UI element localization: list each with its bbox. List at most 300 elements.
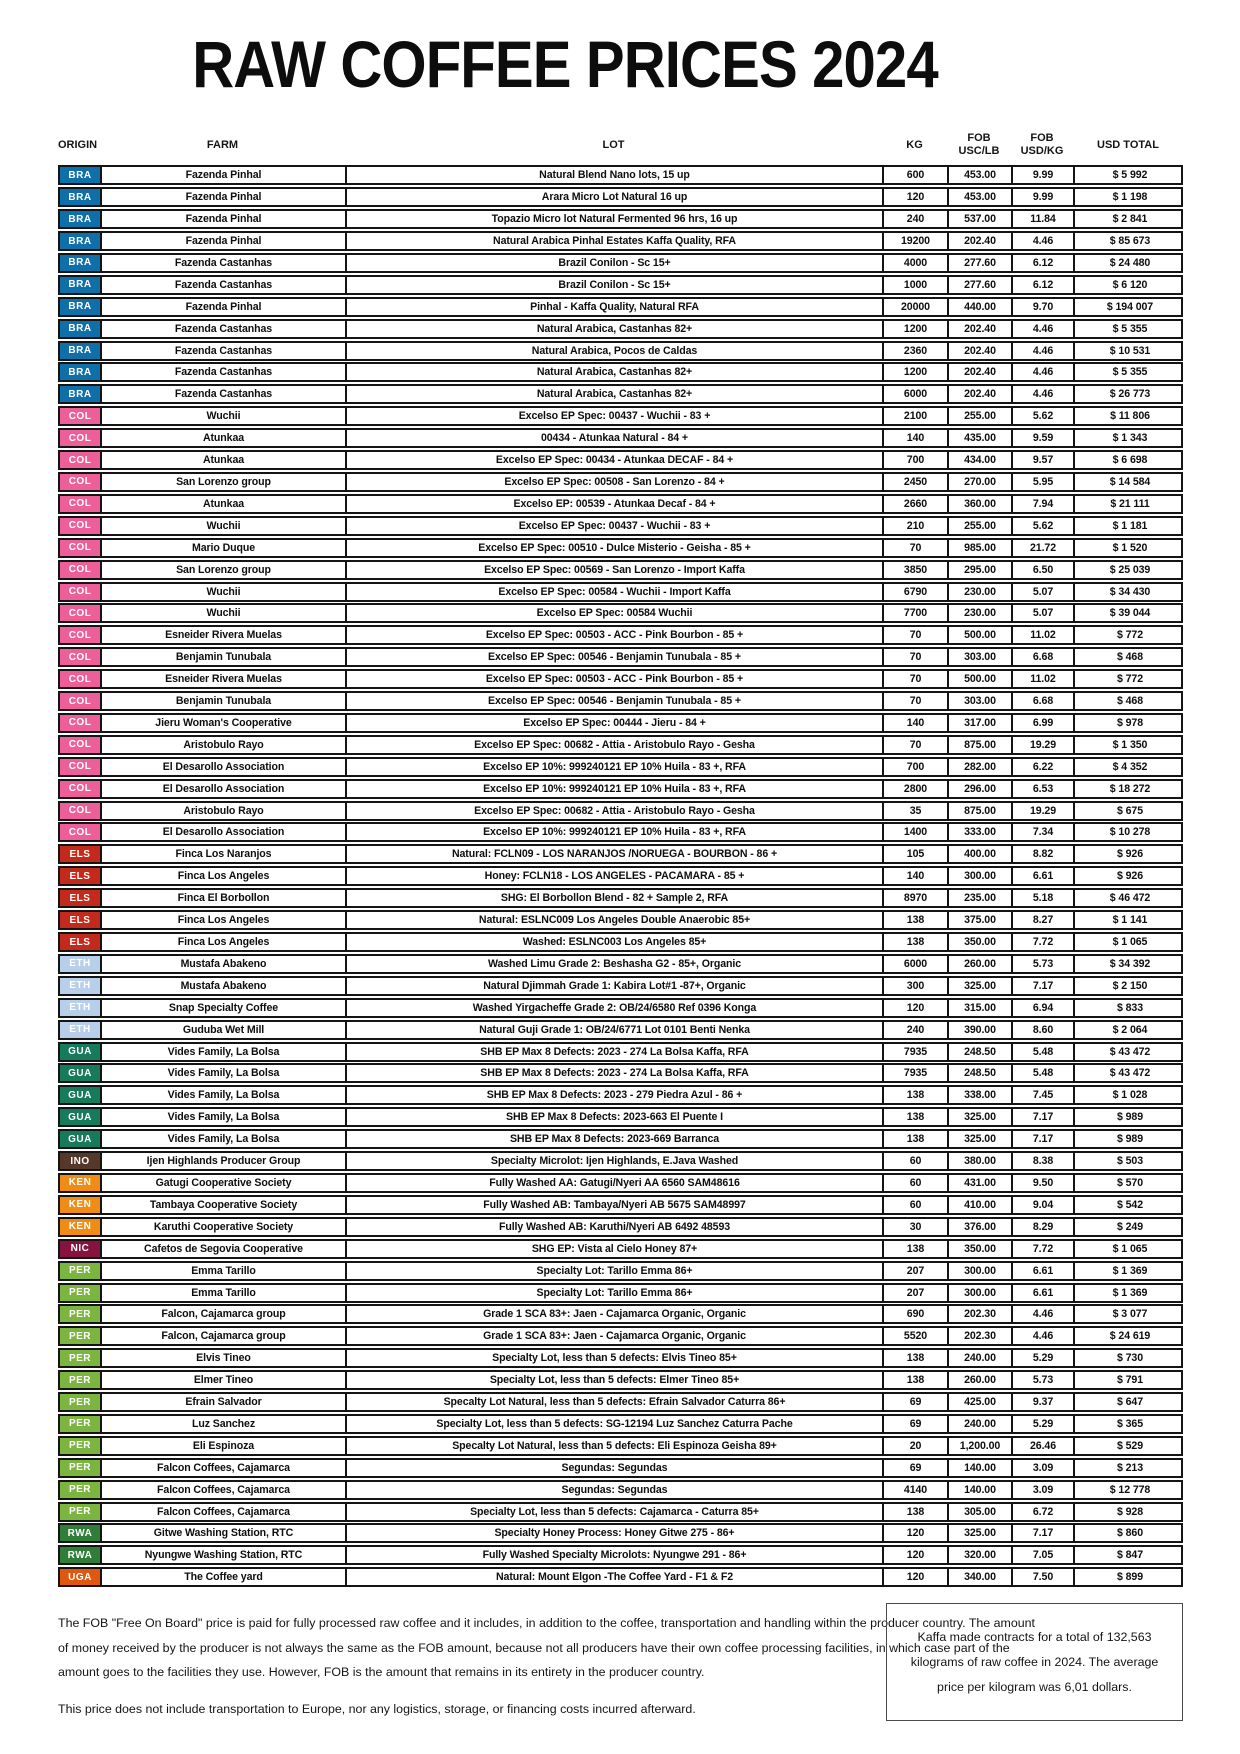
usd-total-cell: $ 85 673 xyxy=(1109,235,1151,248)
origin-badge: ETH xyxy=(60,1000,102,1016)
fob-usclb-cell: 500.00 xyxy=(949,671,1013,687)
origin-badge: COL xyxy=(60,803,102,819)
kg-cell: 70 xyxy=(884,671,949,687)
kg-cell: 210 xyxy=(884,518,949,534)
fob-usdkg-cell: 7.45 xyxy=(1013,1087,1075,1103)
lot-cell: Specalty Lot Natural, less than 5 defects: Efrain Salvador Caturra 86+ xyxy=(347,1394,884,1410)
usd-total-cell: $ 26 773 xyxy=(1109,388,1151,401)
lot-cell: Excelso EP Spec: 00510 - Dulce Misterio - Geisha - 85 + xyxy=(347,540,884,556)
fob-usclb-cell: 202.40 xyxy=(949,386,1013,402)
table-row xyxy=(58,297,1183,317)
lot-cell: Specialty Lot, less than 5 defects: Elmer Tineo 85+ xyxy=(347,1372,884,1388)
table-row xyxy=(58,275,1183,295)
fob-usdkg-cell: 8.38 xyxy=(1013,1153,1075,1169)
farm-cell: Fazenda Pinhal xyxy=(102,299,347,315)
fob-usdkg-cell: 6.12 xyxy=(1013,255,1075,271)
origin-badge: GUA xyxy=(60,1087,102,1103)
kg-cell: 240 xyxy=(884,211,949,227)
fob-usdkg-cell: 11.02 xyxy=(1013,671,1075,687)
lot-cell: Natural Arabica, Pocos de Caldas xyxy=(347,343,884,359)
fob-usclb-cell: 300.00 xyxy=(949,868,1013,884)
farm-cell: Atunkaa xyxy=(102,452,347,468)
fob-usdkg-cell: 4.46 xyxy=(1013,1328,1075,1344)
usd-total-cell: $ 1 065 xyxy=(1112,936,1148,949)
lot-cell: Washed: ESLNC003 Los Angeles 85+ xyxy=(347,934,884,950)
table-row xyxy=(58,1129,1183,1149)
usd-total-cell: $ 2 841 xyxy=(1112,213,1148,226)
fob-usclb-cell: 350.00 xyxy=(949,934,1013,950)
table-row xyxy=(58,428,1183,448)
farm-cell: Jieru Woman's Cooperative xyxy=(102,715,347,731)
table-row xyxy=(58,888,1183,908)
table-row xyxy=(58,450,1183,470)
fob-usdkg-cell: 4.46 xyxy=(1013,321,1075,337)
fob-usclb-cell: 985.00 xyxy=(949,540,1013,556)
table-row xyxy=(58,231,1183,251)
farm-cell: Vides Family, La Bolsa xyxy=(102,1109,347,1125)
kg-cell: 1000 xyxy=(884,277,949,293)
fob-usdkg-cell: 6.61 xyxy=(1013,1263,1075,1279)
farm-cell: Guduba Wet Mill xyxy=(102,1022,347,1038)
usd-total-cell: $ 3 077 xyxy=(1112,1308,1148,1321)
farm-cell: Efrain Salvador xyxy=(102,1394,347,1410)
fob-usclb-cell: 202.40 xyxy=(949,321,1013,337)
table-row xyxy=(58,1567,1183,1587)
kg-cell: 20000 xyxy=(884,299,949,315)
usd-total-cell: $ 11 806 xyxy=(1110,410,1150,423)
usd-total-cell: $ 978 xyxy=(1116,716,1143,729)
usd-total-cell: $ 1 141 xyxy=(1112,914,1148,927)
kg-cell: 2800 xyxy=(884,781,949,797)
fob-usdkg-cell: 6.50 xyxy=(1013,562,1075,578)
farm-cell: Fazenda Castanhas xyxy=(102,277,347,293)
fob-usclb-cell: 338.00 xyxy=(949,1087,1013,1103)
fob-usclb-cell: 425.00 xyxy=(949,1394,1013,1410)
fob-usdkg-cell: 21.72 xyxy=(1013,540,1075,556)
lot-cell: Excelso EP Spec: 00584 Wuchii xyxy=(347,605,884,621)
table-row xyxy=(58,1107,1183,1127)
farm-cell: Benjamin Tunubala xyxy=(102,693,347,709)
fob-usclb-cell: 410.00 xyxy=(949,1197,1013,1213)
lot-cell: Fully Washed AB: Tambaya/Nyeri AB 5675 SAM48997 xyxy=(347,1197,884,1213)
farm-cell: Atunkaa xyxy=(102,496,347,512)
fob-usclb-cell: 303.00 xyxy=(949,693,1013,709)
origin-badge: BRA xyxy=(60,386,102,402)
origin-badge: COL xyxy=(60,518,102,534)
kg-cell: 2660 xyxy=(884,496,949,512)
origin-badge: COL xyxy=(60,649,102,665)
usd-total-cell: $ 529 xyxy=(1116,1439,1143,1452)
kg-cell: 6000 xyxy=(884,956,949,972)
origin-badge: COL xyxy=(60,584,102,600)
fob-usdkg-cell: 9.50 xyxy=(1013,1175,1075,1191)
table-row xyxy=(58,187,1183,207)
usd-total-cell: $ 791 xyxy=(1116,1374,1143,1387)
lot-cell: Fully Washed AA: Gatugi/Nyeri AA 6560 SAM48616 xyxy=(347,1175,884,1191)
column-header-usd-total: USD TOTAL xyxy=(1097,138,1159,151)
fob-usdkg-cell: 7.34 xyxy=(1013,824,1075,840)
usd-total-cell: $ 12 778 xyxy=(1109,1483,1151,1496)
table-row xyxy=(58,932,1183,952)
origin-badge: ELS xyxy=(60,846,102,862)
usd-total-cell: $ 18 272 xyxy=(1109,782,1151,795)
origin-badge: KEN xyxy=(60,1219,102,1235)
fob-usclb-cell: 325.00 xyxy=(949,978,1013,994)
fob-usdkg-cell: 4.46 xyxy=(1013,233,1075,249)
fob-usclb-cell: 277.60 xyxy=(949,255,1013,271)
table-row xyxy=(58,1217,1183,1237)
fob-usclb-cell: 202.40 xyxy=(949,343,1013,359)
usd-total-cell: $ 5 355 xyxy=(1112,322,1148,335)
farm-cell: Cafetos de Segovia Cooperative xyxy=(102,1241,347,1257)
usd-total-cell: $ 39 044 xyxy=(1109,607,1151,620)
fob-usclb-cell: 240.00 xyxy=(949,1350,1013,1366)
table-row xyxy=(58,1436,1183,1456)
farm-cell: Vides Family, La Bolsa xyxy=(102,1065,347,1081)
farm-cell: Fazenda Castanhas xyxy=(102,321,347,337)
origin-badge: ETH xyxy=(60,956,102,972)
fob-usdkg-cell: 8.29 xyxy=(1013,1219,1075,1235)
farm-cell: El Desarollo Association xyxy=(102,781,347,797)
kg-cell: 60 xyxy=(884,1197,949,1213)
fob-usclb-cell: 270.00 xyxy=(949,474,1013,490)
usd-total-cell: $ 5 355 xyxy=(1112,366,1148,379)
usd-total-cell: $ 34 430 xyxy=(1109,585,1151,598)
lot-cell: Specialty Lot, less than 5 defects: Cajamarca - Caturra 85+ xyxy=(347,1504,884,1520)
price-table-body xyxy=(58,165,1183,1587)
table-row xyxy=(58,1326,1183,1346)
lot-cell: Grade 1 SCA 83+: Jaen - Cajamarca Organic, Organic xyxy=(347,1306,884,1322)
usd-total-cell: $ 468 xyxy=(1116,651,1143,664)
fob-usdkg-cell: 6.99 xyxy=(1013,715,1075,731)
lot-cell: Natural Guji Grade 1: OB/24/6771 Lot 0101 Benti Nenka xyxy=(347,1022,884,1038)
farm-cell: Snap Specialty Coffee xyxy=(102,1000,347,1016)
farm-cell: Wuchii xyxy=(102,584,347,600)
table-row xyxy=(58,1151,1183,1171)
origin-badge: PER xyxy=(60,1306,102,1322)
usd-total-cell: $ 647 xyxy=(1116,1396,1143,1409)
table-row xyxy=(58,866,1183,886)
usd-total-cell: $ 1 369 xyxy=(1112,1264,1148,1277)
table-row xyxy=(58,1370,1183,1390)
fob-usdkg-cell: 6.12 xyxy=(1013,277,1075,293)
lot-cell: Excelso EP 10%: 999240121 EP 10% Huila - 83 +, RFA xyxy=(347,759,884,775)
fob-usclb-cell: 140.00 xyxy=(949,1482,1013,1498)
fob-usclb-cell: 453.00 xyxy=(949,189,1013,205)
fob-usclb-cell: 431.00 xyxy=(949,1175,1013,1191)
table-row xyxy=(58,1195,1183,1215)
table-row xyxy=(58,976,1183,996)
fob-usclb-cell: 875.00 xyxy=(949,803,1013,819)
kg-cell: 1200 xyxy=(884,321,949,337)
fob-usclb-cell: 296.00 xyxy=(949,781,1013,797)
fob-usdkg-cell: 9.37 xyxy=(1013,1394,1075,1410)
lot-cell: Topazio Micro lot Natural Fermented 96 hrs, 16 up xyxy=(347,211,884,227)
usd-total-cell: $ 503 xyxy=(1116,1155,1143,1168)
usd-total-cell: $ 21 111 xyxy=(1110,497,1150,510)
origin-badge: PER xyxy=(60,1328,102,1344)
usd-total-cell: $ 365 xyxy=(1116,1417,1143,1430)
fob-usdkg-cell: 6.72 xyxy=(1013,1504,1075,1520)
table-row xyxy=(58,406,1183,426)
fob-usdkg-cell: 5.48 xyxy=(1013,1044,1075,1060)
usd-total-cell: $ 25 039 xyxy=(1109,563,1151,576)
farm-cell: Finca Los Angeles xyxy=(102,868,347,884)
lot-cell: Excelso EP Spec: 00434 - Atunkaa DECAF - 84 + xyxy=(347,452,884,468)
farm-cell: Atunkaa xyxy=(102,430,347,446)
fob-usdkg-cell: 5.62 xyxy=(1013,408,1075,424)
table-row xyxy=(58,582,1183,602)
origin-badge: ETH xyxy=(60,1022,102,1038)
fob-usclb-cell: 360.00 xyxy=(949,496,1013,512)
farm-cell: Gatugi Cooperative Society xyxy=(102,1175,347,1191)
table-row xyxy=(58,472,1183,492)
farm-cell: El Desarollo Association xyxy=(102,824,347,840)
origin-badge: COL xyxy=(60,408,102,424)
fob-usclb-cell: 248.50 xyxy=(949,1065,1013,1081)
fob-usdkg-cell: 6.53 xyxy=(1013,781,1075,797)
origin-badge: COL xyxy=(60,715,102,731)
lot-cell: Specialty Lot, less than 5 defects: SG-12194 Luz Sanchez Caturra Pache xyxy=(347,1416,884,1432)
kg-cell: 8970 xyxy=(884,890,949,906)
usd-total-cell: $ 10 531 xyxy=(1109,344,1151,357)
origin-badge: GUA xyxy=(60,1044,102,1060)
fob-usclb-cell: 202.40 xyxy=(949,364,1013,380)
fob-usclb-cell: 453.00 xyxy=(949,167,1013,183)
fob-usclb-cell: 390.00 xyxy=(949,1022,1013,1038)
fob-usdkg-cell: 7.50 xyxy=(1013,1569,1075,1585)
kg-cell: 20 xyxy=(884,1438,949,1454)
fob-usclb-cell: 320.00 xyxy=(949,1547,1013,1563)
usd-total-cell: $ 14 584 xyxy=(1109,475,1151,488)
farm-cell: Aristobulo Rayo xyxy=(102,737,347,753)
lot-cell: Excelso EP: 00539 - Atunkaa Decaf - 84 + xyxy=(347,496,884,512)
kg-cell: 600 xyxy=(884,167,949,183)
usd-total-cell: $ 1 065 xyxy=(1112,1242,1148,1255)
fob-usdkg-cell: 6.22 xyxy=(1013,759,1075,775)
fob-usdkg-cell: 6.61 xyxy=(1013,868,1075,884)
lot-cell: Specalty Lot Natural, less than 5 defects: Eli Espinoza Geisha 89+ xyxy=(347,1438,884,1454)
origin-badge: UGA xyxy=(60,1569,102,1585)
column-header-fob-usdkg: FOB USD/KG xyxy=(1020,132,1064,158)
usd-total-cell: $ 730 xyxy=(1116,1352,1143,1365)
farm-cell: Falcon Coffees, Cajamarca xyxy=(102,1482,347,1498)
lot-cell: Specialty Lot: Tarillo Emma 86+ xyxy=(347,1263,884,1279)
lot-cell: Natural Arabica, Castanhas 82+ xyxy=(347,386,884,402)
lot-cell: Excelso EP Spec: 00569 - San Lorenzo - Import Kaffa xyxy=(347,562,884,578)
lot-cell: Washed Limu Grade 2: Beshasha G2 - 85+, Organic xyxy=(347,956,884,972)
table-header-row xyxy=(58,125,1183,165)
lot-cell: Specialty Lot: Tarillo Emma 86+ xyxy=(347,1285,884,1301)
kg-cell: 138 xyxy=(884,1131,949,1147)
lot-cell: Brazil Conilon - Sc 15+ xyxy=(347,255,884,271)
lot-cell: Excelso EP Spec: 00437 - Wuchii - 83 + xyxy=(347,518,884,534)
fob-usclb-cell: 400.00 xyxy=(949,846,1013,862)
usd-total-cell: $ 772 xyxy=(1116,629,1143,642)
origin-badge: ELS xyxy=(60,912,102,928)
fob-usdkg-cell: 9.04 xyxy=(1013,1197,1075,1213)
farm-cell: Tambaya Cooperative Society xyxy=(102,1197,347,1213)
kg-cell: 105 xyxy=(884,846,949,862)
table-row xyxy=(58,844,1183,864)
farm-cell: Gitwe Washing Station, RTC xyxy=(102,1525,347,1541)
kg-cell: 2450 xyxy=(884,474,949,490)
fob-usdkg-cell: 6.61 xyxy=(1013,1285,1075,1301)
table-row xyxy=(58,494,1183,514)
lot-cell: Arara Micro Lot Natural 16 up xyxy=(347,189,884,205)
lot-cell: Fully Washed Specialty Microlots: Nyungwe 291 - 86+ xyxy=(347,1547,884,1563)
fob-usclb-cell: 230.00 xyxy=(949,605,1013,621)
lot-cell: Grade 1 SCA 83+: Jaen - Cajamarca Organic, Organic xyxy=(347,1328,884,1344)
usd-total-cell: $ 24 619 xyxy=(1109,1330,1151,1343)
fob-usclb-cell: 303.00 xyxy=(949,649,1013,665)
farm-cell: Elvis Tineo xyxy=(102,1350,347,1366)
origin-badge: BRA xyxy=(60,189,102,205)
fob-usdkg-cell: 7.17 xyxy=(1013,1525,1075,1541)
fob-usclb-cell: 202.30 xyxy=(949,1306,1013,1322)
origin-badge: PER xyxy=(60,1372,102,1388)
origin-badge: NIC xyxy=(60,1241,102,1257)
table-row xyxy=(58,1085,1183,1105)
table-row xyxy=(58,516,1183,536)
origin-badge: PER xyxy=(60,1460,102,1476)
lot-cell: Excelso EP Spec: 00503 - ACC - Pink Bourbon - 85 + xyxy=(347,671,884,687)
origin-badge: PER xyxy=(60,1504,102,1520)
fob-usdkg-cell: 8.60 xyxy=(1013,1022,1075,1038)
table-row xyxy=(58,822,1183,842)
origin-badge: RWA xyxy=(60,1525,102,1541)
usd-total-cell: $ 989 xyxy=(1116,1111,1143,1124)
lot-cell: Natural: ESLNC009 Los Angeles Double Anaerobic 85+ xyxy=(347,912,884,928)
lot-cell: 00434 - Atunkaa Natural - 84 + xyxy=(347,430,884,446)
origin-badge: GUA xyxy=(60,1109,102,1125)
fob-usclb-cell: 305.00 xyxy=(949,1504,1013,1520)
fob-usdkg-cell: 3.09 xyxy=(1013,1460,1075,1476)
fob-usclb-cell: 255.00 xyxy=(949,408,1013,424)
table-row xyxy=(58,538,1183,558)
usd-total-cell: $ 10 278 xyxy=(1109,826,1151,839)
farm-cell: Fazenda Pinhal xyxy=(102,211,347,227)
origin-badge: BRA xyxy=(60,233,102,249)
usd-total-cell: $ 570 xyxy=(1116,1176,1143,1189)
kg-cell: 4000 xyxy=(884,255,949,271)
usd-total-cell: $ 675 xyxy=(1116,804,1143,817)
fob-usclb-cell: 333.00 xyxy=(949,824,1013,840)
fob-usclb-cell: 315.00 xyxy=(949,1000,1013,1016)
kg-cell: 2360 xyxy=(884,343,949,359)
price-table xyxy=(0,125,1240,1587)
table-row xyxy=(58,1523,1183,1543)
kg-cell: 120 xyxy=(884,1000,949,1016)
fob-usclb-cell: 255.00 xyxy=(949,518,1013,534)
origin-badge: PER xyxy=(60,1438,102,1454)
lot-cell: SHB EP Max 8 Defects: 2023 - 274 La Bolsa Kaffa, RFA xyxy=(347,1065,884,1081)
table-row xyxy=(58,1414,1183,1434)
usd-total-cell: $ 194 007 xyxy=(1106,300,1154,313)
kg-cell: 7935 xyxy=(884,1065,949,1081)
table-row xyxy=(58,253,1183,273)
lot-cell: Excelso EP Spec: 00508 - San Lorenzo - 84 + xyxy=(347,474,884,490)
usd-total-cell: $ 43 472 xyxy=(1109,1067,1151,1080)
kg-cell: 69 xyxy=(884,1460,949,1476)
farm-cell: Mustafa Abakeno xyxy=(102,956,347,972)
column-header-origin: ORIGIN xyxy=(58,138,98,151)
origin-badge: COL xyxy=(60,759,102,775)
origin-badge: BRA xyxy=(60,255,102,271)
origin-badge: KEN xyxy=(60,1197,102,1213)
farm-cell: Eli Espinoza xyxy=(102,1438,347,1454)
fob-usclb-cell: 140.00 xyxy=(949,1460,1013,1476)
usd-total-cell: $ 34 392 xyxy=(1109,957,1151,970)
lot-cell: Excelso EP Spec: 00503 - ACC - Pink Bourbon - 85 + xyxy=(347,627,884,643)
kg-cell: 120 xyxy=(884,189,949,205)
lot-cell: Natural Djimmah Grade 1: Kabira Lot#1 -87+, Organic xyxy=(347,978,884,994)
fob-usdkg-cell: 19.29 xyxy=(1013,737,1075,753)
usd-total-cell: $ 213 xyxy=(1116,1461,1143,1474)
farm-cell: Luz Sanchez xyxy=(102,1416,347,1432)
usd-total-cell: $ 6 698 xyxy=(1112,454,1148,467)
fob-usclb-cell: 235.00 xyxy=(949,890,1013,906)
lot-cell: Excelso EP Spec: 00584 - Wuchii - Import Kaffa xyxy=(347,584,884,600)
farm-cell: The Coffee yard xyxy=(102,1569,347,1585)
lot-cell: Excelso EP Spec: 00437 - Wuchii - 83 + xyxy=(347,408,884,424)
fob-usdkg-cell: 5.18 xyxy=(1013,890,1075,906)
usd-total-cell: $ 847 xyxy=(1116,1549,1143,1562)
usd-total-cell: $ 43 472 xyxy=(1109,1045,1151,1058)
kg-cell: 69 xyxy=(884,1394,949,1410)
table-row xyxy=(58,1063,1183,1083)
lot-cell: SHG: El Borbollon Blend - 82 + Sample 2, RFA xyxy=(347,890,884,906)
kg-cell: 60 xyxy=(884,1175,949,1191)
kg-cell: 5520 xyxy=(884,1328,949,1344)
kg-cell: 70 xyxy=(884,627,949,643)
origin-badge: PER xyxy=(60,1482,102,1498)
origin-badge: BRA xyxy=(60,343,102,359)
farm-cell: Finca Los Angeles xyxy=(102,934,347,950)
farm-cell: Esneider Rivera Muelas xyxy=(102,627,347,643)
fob-usclb-cell: 202.40 xyxy=(949,233,1013,249)
kg-cell: 300 xyxy=(884,978,949,994)
table-row xyxy=(58,1304,1183,1324)
farm-cell: Fazenda Pinhal xyxy=(102,233,347,249)
table-row xyxy=(58,910,1183,930)
origin-badge: PER xyxy=(60,1350,102,1366)
origin-badge: BRA xyxy=(60,211,102,227)
usd-total-cell: $ 1 350 xyxy=(1112,738,1148,751)
kg-cell: 4140 xyxy=(884,1482,949,1498)
summary-box xyxy=(886,1603,1183,1721)
fob-usdkg-cell: 9.70 xyxy=(1013,299,1075,315)
origin-badge: COL xyxy=(60,605,102,621)
fob-usclb-cell: 434.00 xyxy=(949,452,1013,468)
origin-badge: BRA xyxy=(60,299,102,315)
usd-total-cell: $ 899 xyxy=(1116,1571,1143,1584)
lot-cell: Segundas: Segundas xyxy=(347,1482,884,1498)
kg-cell: 19200 xyxy=(884,233,949,249)
kg-cell: 6790 xyxy=(884,584,949,600)
fob-usdkg-cell: 7.17 xyxy=(1013,978,1075,994)
farm-cell: San Lorenzo group xyxy=(102,474,347,490)
farm-cell: Emma Tarillo xyxy=(102,1263,347,1279)
table-row xyxy=(58,560,1183,580)
lot-cell: SHB EP Max 8 Defects: 2023-669 Barranca xyxy=(347,1131,884,1147)
fob-usdkg-cell: 7.17 xyxy=(1013,1131,1075,1147)
fob-usclb-cell: 537.00 xyxy=(949,211,1013,227)
farm-cell: San Lorenzo group xyxy=(102,562,347,578)
fob-usclb-cell: 295.00 xyxy=(949,562,1013,578)
fob-usdkg-cell: 26.46 xyxy=(1013,1438,1075,1454)
farm-cell: Aristobulo Rayo xyxy=(102,803,347,819)
